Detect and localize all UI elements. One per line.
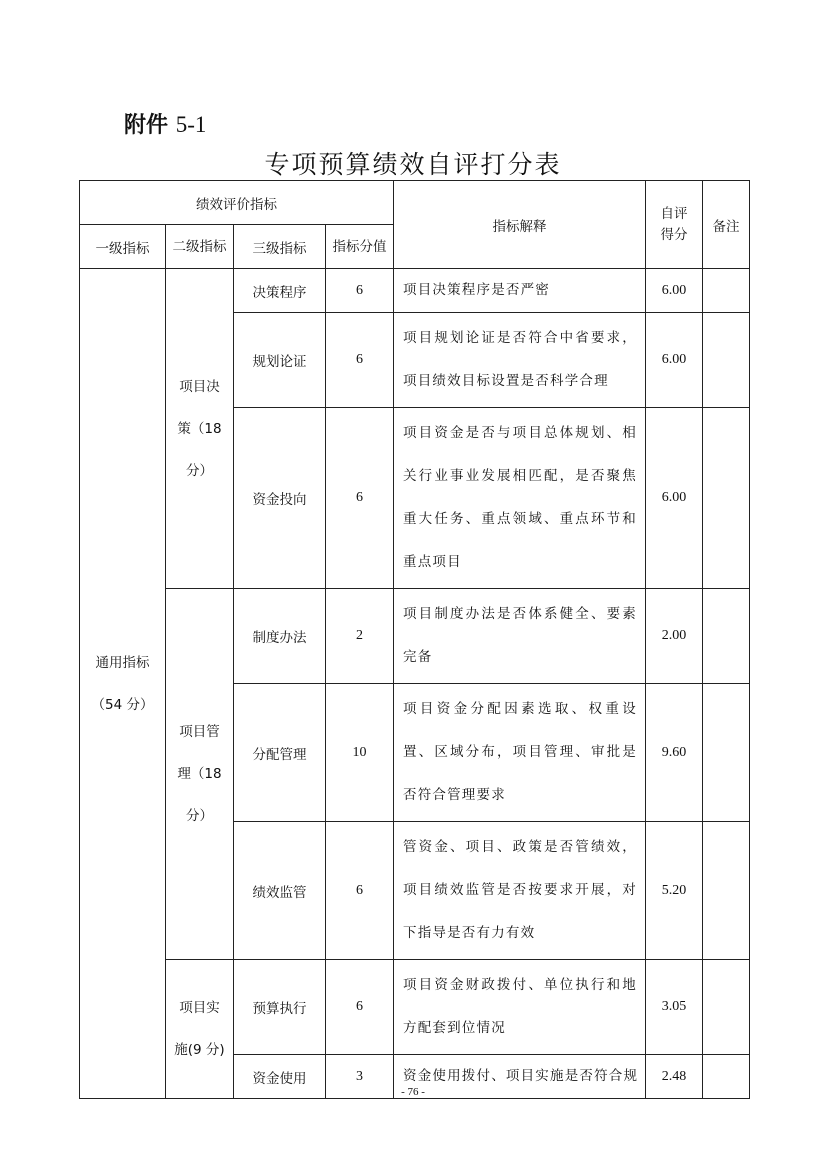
page-number: - 76 -	[401, 1086, 425, 1098]
page-title: 专项预算绩效自评打分表	[264, 150, 562, 179]
header-level3: 三级指标	[234, 225, 326, 269]
level2-cell-implementation	[166, 960, 234, 1099]
explanation-cell: 项目制度办法是否体系健全、要素完备	[394, 589, 646, 684]
header-points-text: 指标分值	[332, 238, 387, 255]
points-cell: 2	[326, 589, 394, 684]
points-cell: 6	[326, 313, 394, 408]
attachment-label	[124, 108, 206, 139]
level2-management-line3: 分）	[186, 808, 213, 824]
level3-cell: 规划论证	[234, 313, 326, 408]
remark-cell	[703, 269, 750, 313]
header-points	[326, 225, 394, 269]
score-cell: 9.60	[646, 684, 703, 822]
remark-cell	[703, 313, 750, 408]
points-cell: 10	[326, 684, 394, 822]
remark-cell	[703, 589, 750, 684]
level2-decision-line2: 策（18	[177, 420, 222, 437]
remark-cell	[703, 408, 750, 589]
level2-cell-decision	[166, 269, 234, 589]
points-cell: 3	[326, 1055, 394, 1099]
level3-cell: 分配管理	[234, 684, 326, 822]
attachment-number: 5-1	[175, 112, 207, 137]
score-cell: 2.00	[646, 589, 703, 684]
level1-name: 通用指标	[95, 654, 150, 671]
score-table	[79, 180, 750, 1099]
points-cell: 6	[326, 822, 394, 960]
explanation-cell: 项目资金是否与项目总体规划、相关行业事业发展相匹配，是否聚焦重大任务、重点领域、重点环节和重点项目	[394, 408, 646, 589]
explanation-cell: 资金使用拨付、项目实施是否符合规	[394, 1055, 646, 1099]
points-cell: 6	[326, 960, 394, 1055]
score-cell: 6.00	[646, 313, 703, 408]
level1-points: （54 分）	[91, 696, 154, 713]
level3-cell: 预算执行	[234, 960, 326, 1055]
explanation-cell: 项目资金分配因素选取、权重设置、区域分布，项目管理、审批是否符合管理要求	[394, 684, 646, 822]
header-group: 绩效评价指标	[80, 181, 394, 225]
level3-cell: 绩效监管	[234, 822, 326, 960]
remark-cell	[703, 684, 750, 822]
attachment-label-text: 附件	[124, 113, 169, 138]
header-level2-text: 二级指标	[172, 238, 227, 255]
score-cell: 6.00	[646, 408, 703, 589]
explanation-cell: 项目决策程序是否严密	[394, 269, 646, 313]
level3-cell: 资金使用	[234, 1055, 326, 1099]
level2-implementation-line1: 项目实	[179, 1000, 220, 1016]
header-self-score	[646, 181, 703, 269]
header-remarks: 备注	[703, 181, 750, 269]
table-row	[80, 589, 750, 684]
table-row	[80, 960, 750, 1055]
level3-cell: 制度办法	[234, 589, 326, 684]
points-cell: 6	[326, 408, 394, 589]
table-row	[80, 269, 750, 313]
header-row-1	[80, 181, 750, 225]
points-cell: 6	[326, 269, 394, 313]
score-cell: 3.05	[646, 960, 703, 1055]
header-level2	[166, 225, 234, 269]
score-cell: 5.20	[646, 822, 703, 960]
level2-decision-line1: 项目决	[179, 378, 220, 395]
explanation-cell: 管资金、项目、政策是否管绩效，项目绩效监管是否按要求开展，对下指导是否有力有效	[394, 822, 646, 960]
score-cell: 2.48	[646, 1055, 703, 1099]
level2-management-line1: 项目管	[179, 724, 220, 740]
header-self-score-text: 自评得分	[660, 205, 688, 243]
level3-cell: 资金投向	[234, 408, 326, 589]
header-level1: 一级指标	[80, 225, 166, 269]
level3-cell: 决策程序	[234, 269, 326, 313]
explanation-cell: 项目资金财政拨付、单位执行和地方配套到位情况	[394, 960, 646, 1055]
level2-cell-management	[166, 589, 234, 960]
remark-cell	[703, 960, 750, 1055]
explanation-cell: 项目规划论证是否符合中省要求，项目绩效目标设置是否科学合理	[394, 313, 646, 408]
level2-implementation-line2: 施(9 分)	[174, 1042, 225, 1058]
level1-cell	[80, 269, 166, 1099]
level2-management-line2: 理（18	[177, 766, 222, 782]
header-explanation: 指标解释	[394, 181, 646, 269]
remark-cell	[703, 822, 750, 960]
level2-decision-line3: 分）	[186, 462, 213, 479]
score-cell: 6.00	[646, 269, 703, 313]
